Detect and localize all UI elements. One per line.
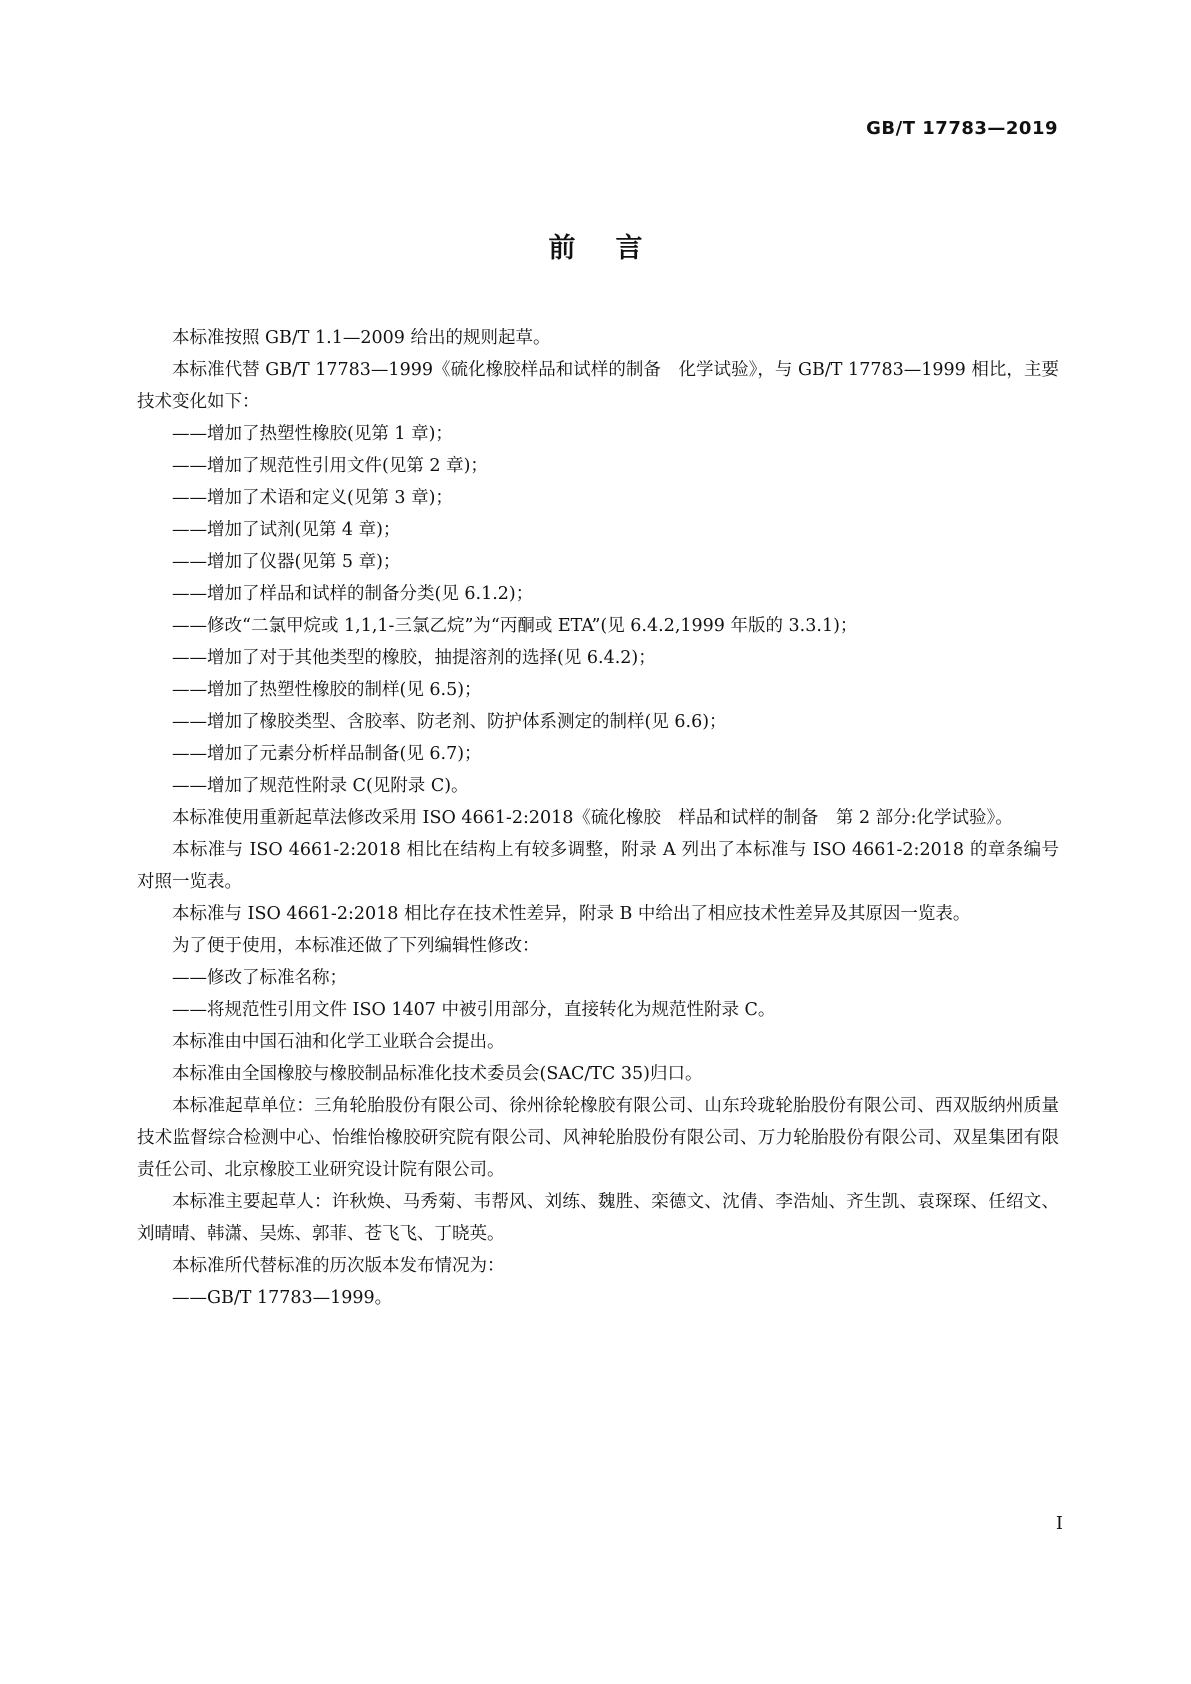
list-item: ——增加了对于其他类型的橡胶，抽提溶剂的选择(见 6.4.2)； <box>172 648 656 668</box>
list-item: ——增加了样品和试样的制备分类(见 6.1.2)； <box>172 584 534 604</box>
paragraph: 本标准由全国橡胶与橡胶制品标准化技术委员会(SAC/TC 35)归口。 <box>172 1064 703 1084</box>
list-item: ——增加了术语和定义(见第 3 章)； <box>172 488 453 508</box>
page-title: 前言 <box>548 233 683 264</box>
list-item: ——修改“二氯甲烷或 1,1,1-三氯乙烷”为“丙酮或 ETA”(见 6.4.2,1999 年版的 3.3.1)； <box>172 616 858 636</box>
list-item: ——增加了仪器(见第 5 章)； <box>172 552 401 572</box>
list-item: ——增加了试剂(见第 4 章)； <box>172 520 401 540</box>
list-item: ——将规范性引用文件 ISO 1407 中被引用部分，直接转化为规范性附录 C。 <box>172 1000 776 1020</box>
paragraph: 本标准按照 GB/T 1.1—2009 给出的规则起草。 <box>172 328 551 348</box>
list-item: ——增加了规范性引用文件(见第 2 章)； <box>172 456 488 476</box>
list-item: ——增加了热塑性橡胶的制样(见 6.5)； <box>172 680 482 700</box>
paragraph: 本标准与 ISO 4661-2:2018 相比存在技术性差异，附录 B 中给出了相应技术性差异及其原因一览表。 <box>172 904 971 924</box>
page-number: I <box>1055 1513 1063 1534</box>
paragraph: 为了便于使用，本标准还做了下列编辑性修改： <box>172 936 540 956</box>
list-item: ——GB/T 17783—1999。 <box>172 1288 393 1308</box>
list-item: ——增加了元素分析样品制备(见 6.7)； <box>172 744 482 764</box>
paragraph: 本标准使用重新起草法修改采用 ISO 4661-2:2018《硫化橡胶 样品和试样的制备 第 2 部分:化学试验》。 <box>172 808 1013 828</box>
paragraph: 本标准起草单位：三角轮胎股份有限公司、徐州徐轮橡胶有限公司、山东玲珑轮胎股份有限公司、西双版纳州质量技术监督综合检测中心、怡维怡橡胶研究院有限公司、风神轮胎股份有限公司、万力轮胎股份有限公司、双星集团有限责任公司、北京橡胶工业研究设计院有限公司。 <box>137 1096 1059 1180</box>
paragraph: 本标准由中国石油和化学工业联合会提出。 <box>172 1032 505 1052</box>
list-item: ——增加了热塑性橡胶(见第 1 章)； <box>172 424 453 444</box>
paragraph: 本标准与 ISO 4661-2:2018 相比在结构上有较多调整，附录 A 列出了本标准与 ISO 4661-2:2018 的章条编号对照一览表。 <box>137 840 1059 892</box>
list-item: ——增加了橡胶类型、含胶率、防老剂、防护体系测定的制样(见 6.6)； <box>172 712 727 732</box>
standard-number: GB/T 17783—2019 <box>866 118 1058 139</box>
paragraph: 本标准所代替标准的历次版本发布情况为： <box>172 1256 505 1276</box>
list-item: ——修改了标准名称； <box>172 968 347 988</box>
list-item: ——增加了规范性附录 C(见附录 C)。 <box>172 776 469 796</box>
foreword-body <box>137 322 1059 1314</box>
paragraph: 本标准代替 GB/T 17783—1999《硫化橡胶样品和试样的制备 化学试验》，与 GB/T 17783—1999 相比，主要技术变化如下： <box>137 360 1059 412</box>
paragraph: 本标准主要起草人：许秋焕、马秀菊、韦帮风、刘练、魏胜、栾德文、沈倩、李浩灿、齐生凯、袁琛琛、任绍文、刘晴晴、韩潇、吴炼、郭菲、苍飞飞、丁晓英。 <box>137 1192 1059 1244</box>
